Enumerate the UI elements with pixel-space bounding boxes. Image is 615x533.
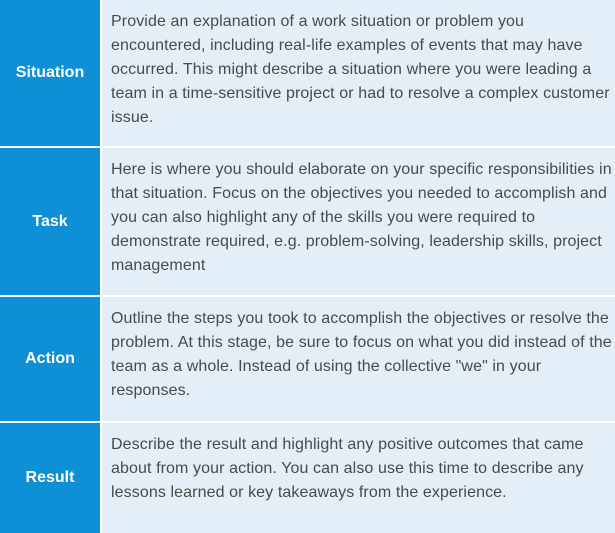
row-label-result: Result [0, 423, 100, 533]
row-description-action: Outline the steps you took to accomplish the objectives or resolve the problem. At this stage, be sure to focus on what you did instead of the team as a whole. Instead of using the collective "we" in your responses. [100, 297, 615, 423]
row-label-action: Action [0, 297, 100, 423]
row-label-task: Task [0, 148, 100, 297]
row-label-situation: Situation [0, 0, 100, 148]
row-description-situation: Provide an explanation of a work situation or problem you encountered, including real-life examples of events that may have occurred. This might describe a situation where you were leading a team in a time-sensitive project or had to resolve a complex customer issue. [100, 0, 615, 148]
row-description-result: Describe the result and highlight any positive outcomes that came about from your action. You can also use this time to describe any lessons learned or key takeaways from the experience. [100, 423, 615, 533]
row-description-task: Here is where you should elaborate on your specific responsibilities in that situation. Focus on the objectives you needed to accomplish and you can also highlight any of the skills you were required to demonstrate required, e.g. problem-solving, leadership skills, project management [100, 148, 615, 297]
